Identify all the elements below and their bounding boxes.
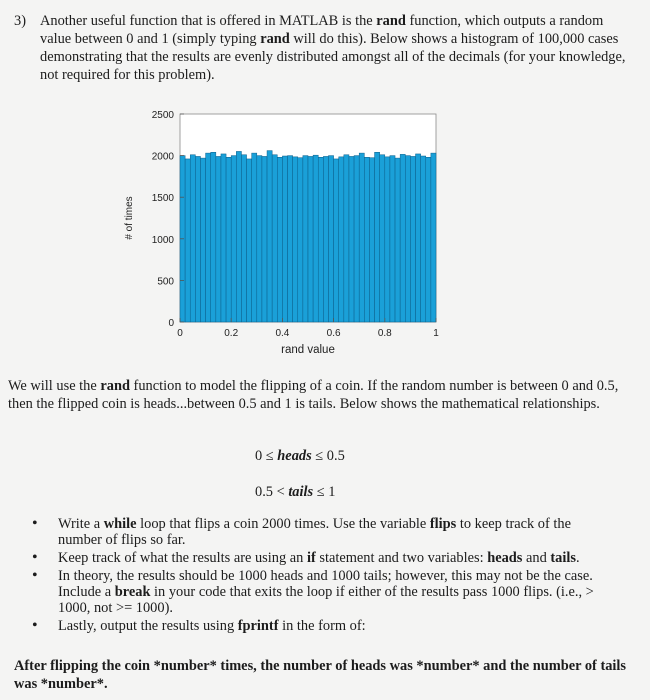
histogram-bar (247, 159, 252, 322)
histogram-bar (369, 158, 374, 322)
histogram-bar (390, 156, 395, 322)
histogram-bar (426, 157, 431, 322)
histogram-bar (185, 159, 190, 322)
histogram-bar (288, 156, 293, 322)
histogram-bar (349, 156, 354, 322)
histogram-bar (400, 154, 405, 322)
y-tick-label: 500 (157, 276, 174, 288)
histogram-bar (277, 157, 282, 322)
list-item: • Write a while loop that flips a coin 2000 times. Use the variable flips to keep track of the number of flips so far. (32, 515, 571, 548)
heads-formula: 0 ≤ heads ≤ 0.5 (255, 448, 345, 464)
y-tick-label: 1000 (151, 234, 174, 246)
bullet-icon: • (32, 549, 38, 566)
histogram-bar (410, 156, 415, 322)
histogram-bar (272, 155, 277, 322)
histogram-bar (354, 156, 359, 322)
histogram-bar (323, 156, 328, 322)
histogram-bar (431, 153, 436, 322)
histogram-bar (344, 155, 349, 322)
histogram-bar (206, 153, 211, 322)
histogram-bar (303, 156, 308, 322)
histogram-bar (282, 156, 287, 322)
x-tick-label: 1 (433, 328, 439, 339)
y-tick-label: 2500 (151, 110, 174, 121)
list-item: • Keep track of what the results are using an if statement and two variables: heads and tails. (32, 549, 580, 566)
x-tick-label: 0.2 (224, 328, 239, 339)
histogram-bar (241, 155, 246, 322)
x-tick-label: 0.8 (377, 328, 392, 339)
question-block (14, 12, 634, 84)
histogram-bar (221, 154, 226, 322)
histogram-bar (375, 152, 380, 322)
x-tick-label: 0.4 (275, 328, 290, 339)
histogram-bar (313, 155, 318, 322)
histogram-bar (195, 156, 200, 322)
histogram-bar (216, 156, 221, 322)
intro-paragraph: We will use the rand function to model the flipping of a coin. If the random number is between 0 and 0.5, then the flipped coin is heads...between 0.5 and 1 is tails. Below shows the mathematical relationships. (8, 378, 619, 412)
histogram-bar (236, 151, 241, 322)
histogram-bar (293, 157, 298, 322)
question-number: 3) (14, 13, 26, 29)
histogram-bar (385, 157, 390, 322)
histogram-bar (231, 156, 236, 322)
histogram-bar (226, 157, 231, 322)
instruction-list (30, 516, 610, 636)
histogram-bar (308, 156, 313, 322)
list-item: • In theory, the results should be 1000 heads and 1000 tails; however, this may not be the case. Include a break in your code that exits the loop if either of the results pass 1000 flips. (i.e., > 1000, not >= 1000). (32, 567, 594, 616)
histogram-bar (267, 151, 272, 322)
y-tick-label: 1500 (151, 193, 174, 205)
histogram-bar (339, 157, 344, 322)
histogram-bar (364, 157, 369, 322)
histogram-bar (416, 154, 421, 322)
histogram-bar (211, 152, 216, 322)
histogram-chart (100, 100, 460, 370)
histogram-bar (298, 158, 303, 322)
histogram-bar (380, 155, 385, 322)
histogram-bar (190, 155, 195, 322)
y-tick-label: 2000 (151, 151, 174, 163)
histogram-svg (100, 100, 460, 370)
histogram-bar (359, 153, 364, 322)
tails-formula: 0.5 < tails ≤ 1 (255, 484, 336, 500)
y-axis-label: # of times (124, 196, 135, 240)
histogram-bar (200, 158, 205, 322)
y-tick-label: 0 (168, 318, 174, 329)
bullet-icon: • (32, 567, 38, 584)
x-axis-label: rand value (281, 344, 335, 356)
histogram-bar (262, 156, 267, 322)
histogram-bar (252, 153, 257, 322)
histogram-bar (318, 157, 323, 322)
list-item: • Lastly, output the results using fprintf in the form of: (32, 617, 366, 634)
histogram-bar (421, 156, 426, 322)
x-tick-label: 0.6 (326, 328, 341, 339)
bullet-icon: • (32, 515, 38, 532)
histogram-bar (395, 158, 400, 322)
histogram-bar (405, 156, 410, 322)
histogram-bar (257, 156, 262, 322)
output-format-text: After flipping the coin *number* times, the number of heads was *number* and the number of tails was *number*. (14, 658, 627, 692)
histogram-bar (328, 156, 333, 322)
question-text: Another useful function that is offered in MATLAB is the rand function, which outputs a random value between 0 and 1 (simply typing rand will do this). Below shows a histogram of 100,000 cases demonstrating that the results are evenly distributed amongst all of the decimals (for your knowledge, not required for this problem). (40, 13, 626, 83)
histogram-bar (334, 159, 339, 322)
bullet-icon: • (32, 617, 38, 634)
x-tick-label: 0 (177, 328, 183, 339)
